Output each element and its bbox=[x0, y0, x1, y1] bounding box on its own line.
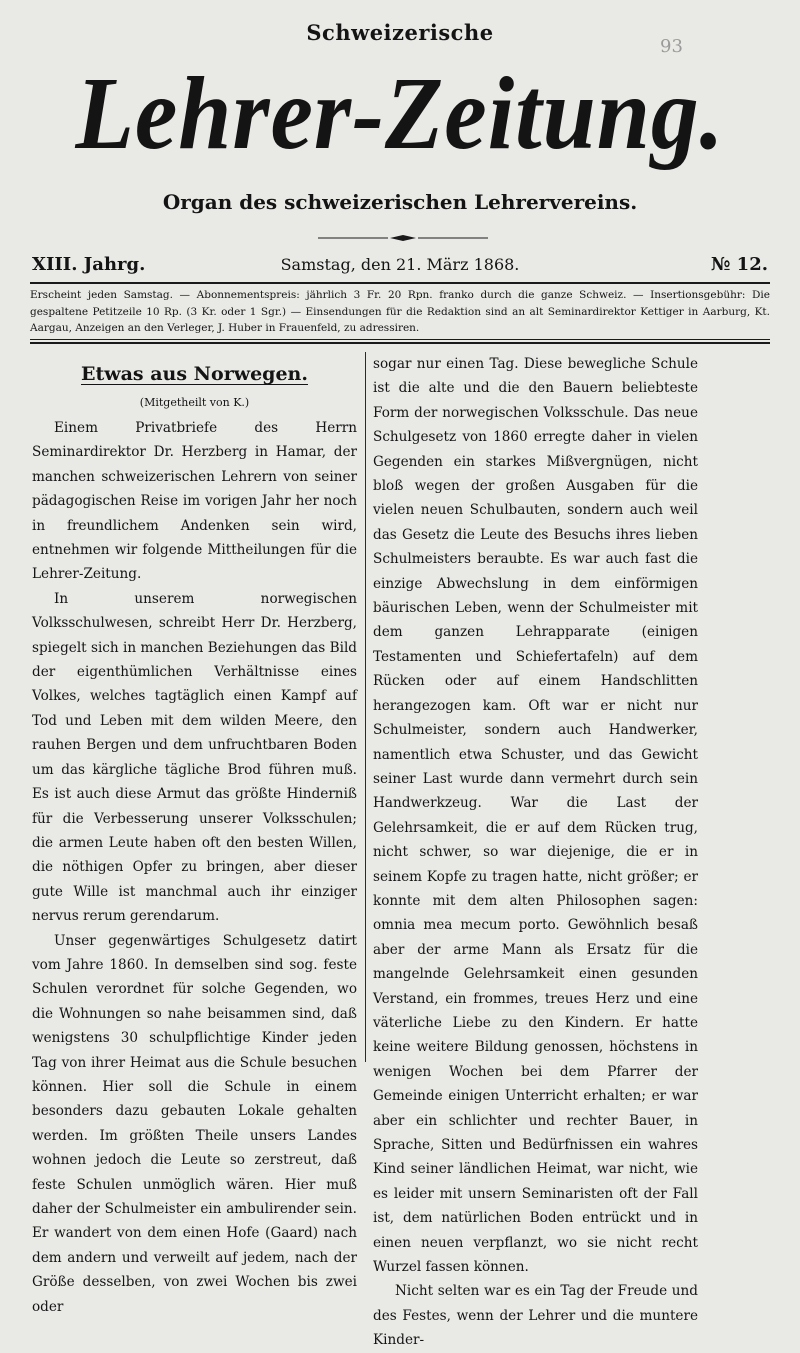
masthead-title: Lehrer-Zeitung. bbox=[75, 56, 725, 171]
header-rule-bottom-2 bbox=[30, 342, 770, 344]
article-paragraph: Nicht selten war es ein Tag der Freude und des Festes, wenn der Lehrer und die muntere Kinder- bbox=[373, 1283, 698, 1349]
issue-number: № 12. bbox=[710, 254, 768, 275]
header-rule-bottom-1 bbox=[30, 339, 770, 340]
article-column-left bbox=[32, 352, 357, 1319]
issue-date: Samstag, den 21. März 1868. bbox=[280, 255, 520, 274]
issue-line bbox=[32, 254, 768, 280]
article-column-right bbox=[373, 352, 698, 1353]
article-paragraph: Unser gegenwärtiges Schulgesetz datirt vom Jahre 1860. In demselben sind sog. feste Schulen verordnet für solche Gegenden, wo die Wohnungen so nahe beisammen sind, daß wenigstens 30 schulpflichtige Kinder jeden Tag von ihrer Heimat aus die Schule besuchen können. Hier soll die Schule in einem besonders dazu gebauten Lokale gehalten werden. Im größten Theile unsers Landes wohnen jedoch die Leute so zerstreut, daß feste Schulen unmöglich wären. Hier muß daher der Schulmeister ein ambulirender sein. Er wandert von dem einen Hofe (Gaard) nach dem andern und verweilt auf jedem, nach der Größe desselben, von zwei Wochen bis zwei oder bbox=[32, 932, 357, 1315]
article-paragraph: In unserem norwegischen Volksschulwesen, schreibt Herr Dr. Herzberg, spiegelt sich in manchen Beziehungen das Bild der eigenthümlichen Verhältnisse eines Volkes, welches tagtäglich einen Kampf auf Tod und Leben mit dem wilden Meere, den rauhen Bergen und dem unfruchtbaren Boden um das kärgliche tägliche Brod führen muß. Es ist auch diese Armut das größte Hinderniß für die Verbesserung unserer Volksschulen; die armen Leute haben oft den besten Willen, die nöthigen Opfer zu bringen, aber dieser gute Wille ist manchmal auch ihr einziger nervus rerum gerendarum. bbox=[32, 590, 357, 925]
subscription-notice: Erscheint jeden Samstag. — Abonnementspreis: jährlich 3 Fr. 20 Rpn. franko durch die ganze Schweiz. — Insertionsgebühr: Die gespaltene Petitzeile 10 Rp. (3 Kr. oder 1 Sgr.) — Einsendungen für die Redaktion sind an alt Seminardirektor Kettiger in Aarburg, Kt. Aargau, Anzeigen an den Verleger, J. Huber in Frauenfeld, zu adressiren. bbox=[30, 289, 770, 334]
ornament-rule bbox=[318, 234, 488, 242]
masthead-subtitle: Organ des schweizerischen Lehrervereins. bbox=[162, 190, 638, 214]
article-paragraph: sogar nur einen Tag. Diese bewegliche Schule ist die alte und die den Bauern beliebteste Form der norwegischen Volksschule. Das neue Schulgesetz von 1860 erregte daher in vielen Gegenden ein starkes Mißvergnügen, nicht bloß wegen der großen Ausgaben für die vielen neuen Schulbauten, sondern auch weil das Gesetz die Leute des Besuchs ihres lieben Schulmeisters beraubte. Es war auch fast die einzige Abwechslung in dem einförmigen bäurischen Leben, wenn der Schulmeister mit dem ganzen Lehrapparate (einigen Testamenten und Schiefertafeln) auf dem Rücken oder auf einem Handschlitten herangezogen kam. Oft war er nicht nur Schulmeister, sondern auch Handwerker, namentlich etwa Schuster, und das Gewicht seiner Last wurde dann vermehrt durch sein Handwerkzeug. War die Last der Gelehrsamkeit, die er auf dem Rücken trug, nicht schwer, so war diejenige, die er in seinem Kopfe zu tragen hatte, nicht größer; er konnte mit dem alten Philosophen sagen: omnia mea mecum porto. Gewöhnlich besaß aber der arme Mann als Ersatz für die mangelnde Gelehrsamkeit einen gesunden Verstand, ein frommes, treues Herz und eine väterliche Liebe zu den Kindern. Er hatte keine weitere Bildung genossen, höchstens in wenigen Wochen bei dem Pfarrer der Gemeinde einigen Unterricht erhalten; er war aber ein schlichter und rechter Bauer, in Sprache, Sitten und Bedürfnissen ein wahres Kind seiner ländlichen Heimat, war nicht, wie es leider mit unsern Seminaristen oft der Fall ist, dem natürlichen Boden entrückt und in einen neuen verpflanzt, wo sie nicht recht Wurzel fassen können. bbox=[373, 356, 698, 1276]
page-mark: 93 bbox=[660, 36, 683, 57]
header-rule-top bbox=[30, 282, 770, 284]
article-title: Etwas aus Norwegen. bbox=[81, 363, 308, 385]
masthead-pre-title: Schweizerische bbox=[306, 20, 494, 45]
column-divider bbox=[365, 352, 366, 1062]
article-byline: (Mitgetheilt von K.) bbox=[139, 396, 250, 409]
volume-label: XIII. Jahrg. bbox=[32, 254, 146, 275]
article-paragraph: Einem Privatbriefe des Herrn Seminardirektor Dr. Herzberg in Hamar, der manchen schweizerischen Lehrern von seiner pädagogischen Reise im vorigen Jahr her noch in freundlichem Andenken sein wird, entnehmen wir folgende Mittheilungen für die Lehrer-Zeitung. bbox=[32, 420, 357, 583]
